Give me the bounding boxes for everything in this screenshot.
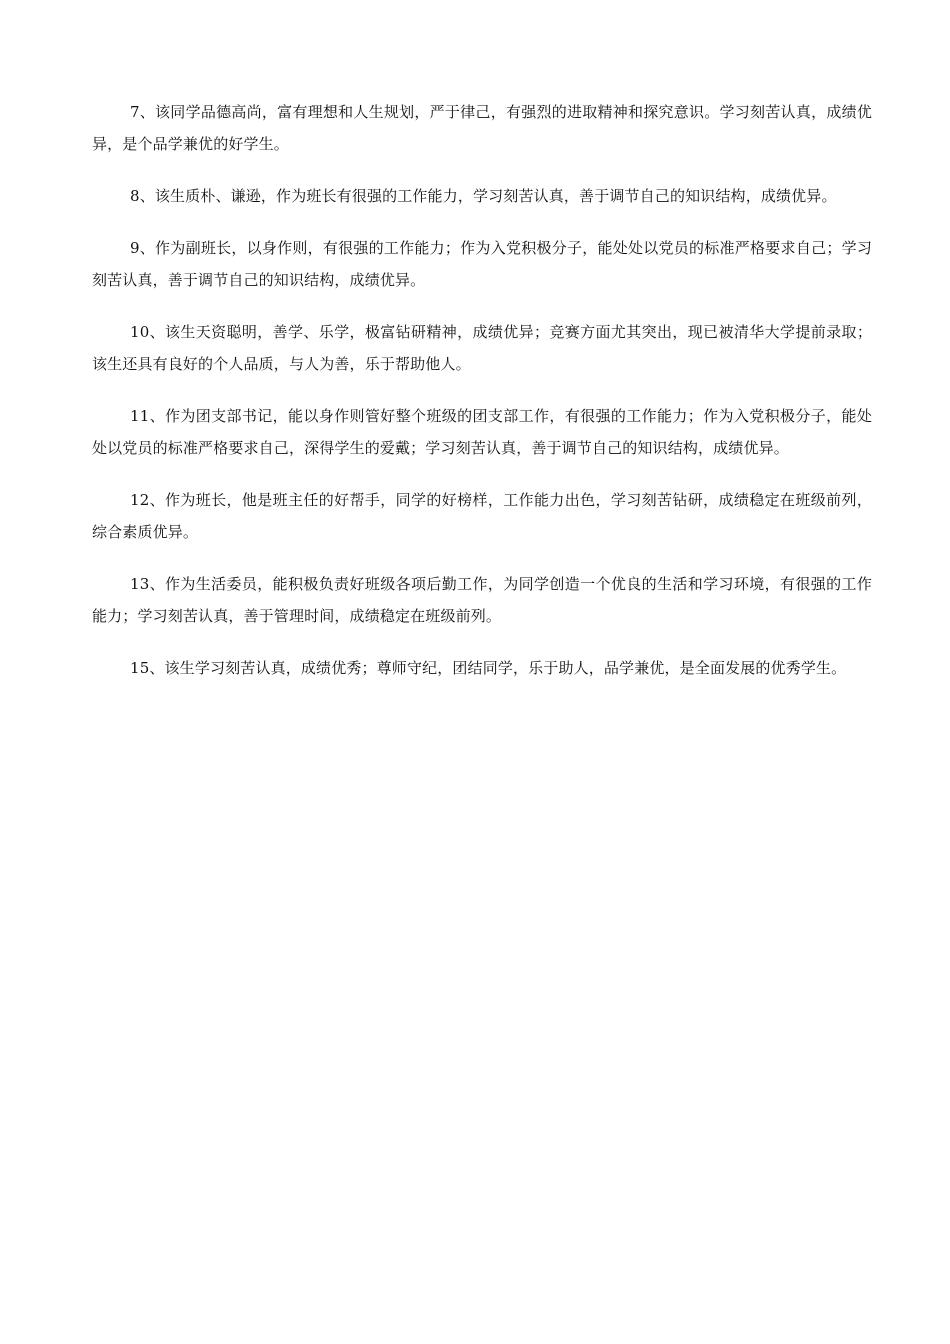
paragraph-7: 7、该同学品德高尚，富有理想和人生规划，严于律己，有强烈的进取精神和探究意识。学习刻苦认真，成绩优异，是个品学兼优的好学生。 (92, 103, 872, 153)
paragraph-15: 15、该生学习刻苦认真，成绩优秀；尊师守纪，团结同学，乐于助人，品学兼优，是全面发展的优秀学生。 (130, 659, 847, 677)
paragraph-10: 10、该生天资聪明，善学、乐学，极富钻研精神，成绩优异；竞赛方面尤其突出，现已被清华大学提前录取；该生还具有良好的个人品质，与人为善，乐于帮助他人。 (92, 323, 872, 373)
paragraph-8: 8、该生质朴、谦逊，作为班长有很强的工作能力，学习刻苦认真，善于调节自己的知识结构，成绩优异。 (130, 187, 837, 205)
paragraph-9: 9、作为副班长，以身作则，有很强的工作能力；作为入党积极分子，能处处以党员的标准严格要求自己；学习刻苦认真，善于调节自己的知识结构，成绩优异。 (92, 239, 872, 289)
paragraph-13: 13、作为生活委员，能积极负责好班级各项后勤工作，为同学创造一个优良的生活和学习环境，有很强的工作能力；学习刻苦认真，善于管理时间，成绩稳定在班级前列。 (92, 575, 872, 625)
paragraph-12: 12、作为班长，他是班主任的好帮手，同学的好榜样，工作能力出色，学习刻苦钻研，成绩稳定在班级前列，综合素质优异。 (92, 491, 872, 541)
document-body (92, 96, 872, 704)
paragraph-11: 11、作为团支部书记，能以身作则管好整个班级的团支部工作，有很强的工作能力；作为入党积极分子，能处处以党员的标准严格要求自己，深得学生的爱戴；学习刻苦认真，善于调节自己的知识结构，成绩优异。 (92, 407, 872, 457)
